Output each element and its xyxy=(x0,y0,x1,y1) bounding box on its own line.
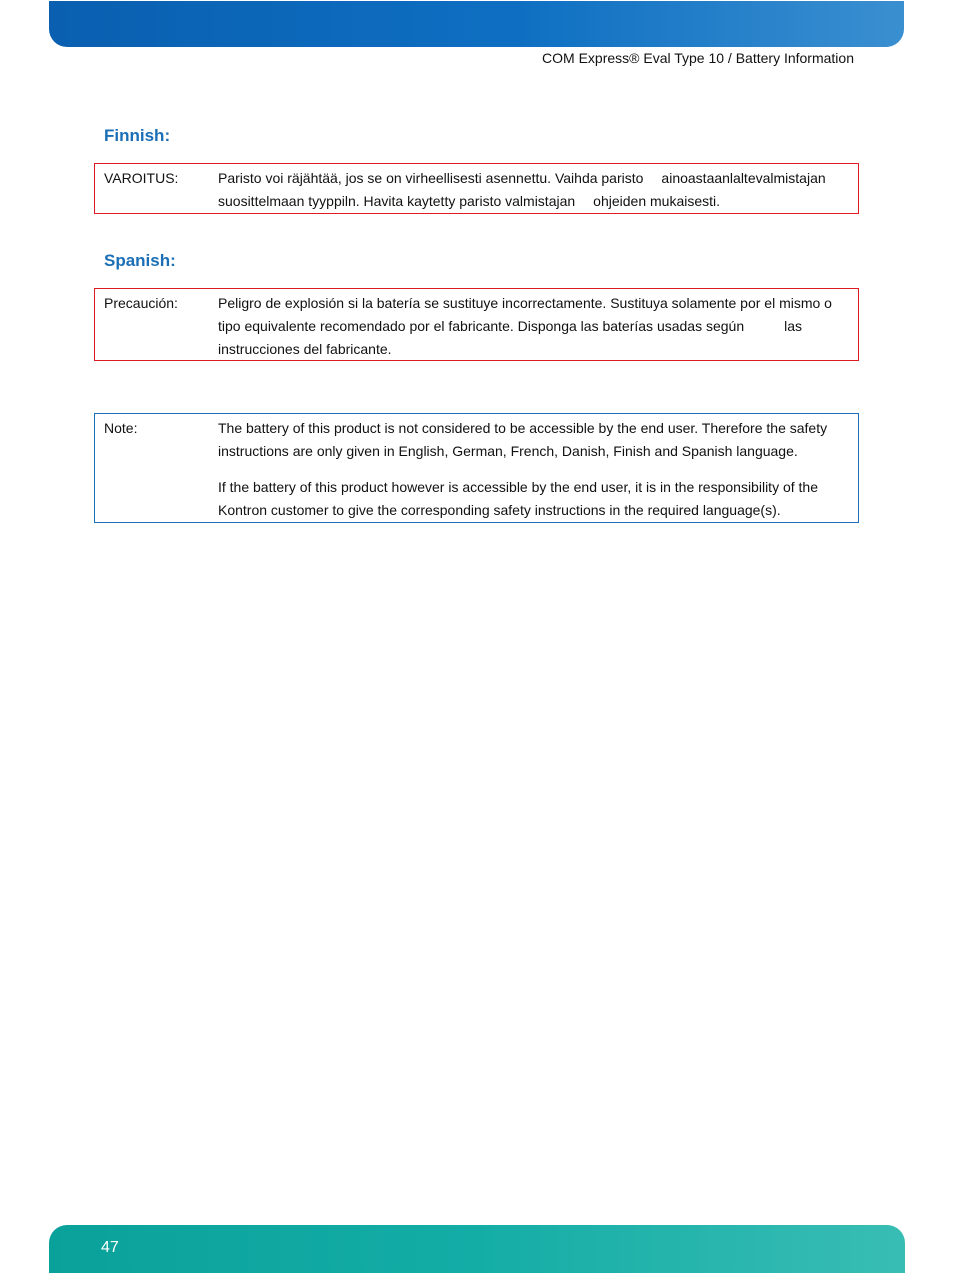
finnish-line-1-b: ainoastaanlaltevalmistajan xyxy=(661,170,826,186)
spanish-warning-text xyxy=(218,292,846,361)
spanish-line-1: Peligro de explosión si la batería se sustituye incorrectamente. Sustituya solamente por el mismo o xyxy=(218,295,832,311)
spanish-warning-box xyxy=(94,288,859,361)
finnish-heading: Finnish: xyxy=(104,126,171,145)
spanish-line-3: instrucciones del fabricante. xyxy=(218,341,392,357)
spanish-heading: Spanish: xyxy=(104,251,176,270)
finnish-line-1 xyxy=(218,167,846,190)
note-box xyxy=(94,413,859,523)
spanish-line-2 xyxy=(218,315,846,338)
header-bar xyxy=(49,1,904,47)
spanish-warning-label: Precaución: xyxy=(104,295,178,311)
finnish-line-2-a: suosittelmaan tyyppiln. Havita kaytetty paristo valmistajan xyxy=(218,193,576,209)
page-number: 47 xyxy=(101,1239,119,1256)
note-paragraph-1: The battery of this product is not considered to be accessible by the end user. Therefore the safety instructions are only given in English, German, French, Danish, Finish and Spanish language. xyxy=(218,420,828,459)
note-label: Note: xyxy=(104,420,138,436)
note-paragraph-2: If the battery of this product however is accessible by the end user, it is in the responsibility of the Kontron customer to give the corresponding safety instructions in the required language(s). xyxy=(218,479,818,518)
finnish-line-2-b: ohjeiden mukaisesti. xyxy=(593,193,721,209)
finnish-line-1-a: Paristo voi räjähtää, jos se on virheellisesti asennettu. Vaihda paristo xyxy=(218,170,644,186)
footer-bar xyxy=(49,1225,905,1273)
note-text xyxy=(218,417,846,522)
running-title: COM Express® Eval Type 10 / Battery Information xyxy=(542,50,854,66)
finnish-warning-box xyxy=(94,163,859,214)
finnish-line-2 xyxy=(218,190,846,213)
finnish-warning-label: VAROITUS: xyxy=(104,170,179,186)
spanish-line-2-b: las xyxy=(784,318,803,334)
spanish-line-2-a: tipo equivalente recomendado por el fabricante. Disponga las baterías usadas según xyxy=(218,318,745,334)
finnish-warning-text xyxy=(218,167,846,213)
